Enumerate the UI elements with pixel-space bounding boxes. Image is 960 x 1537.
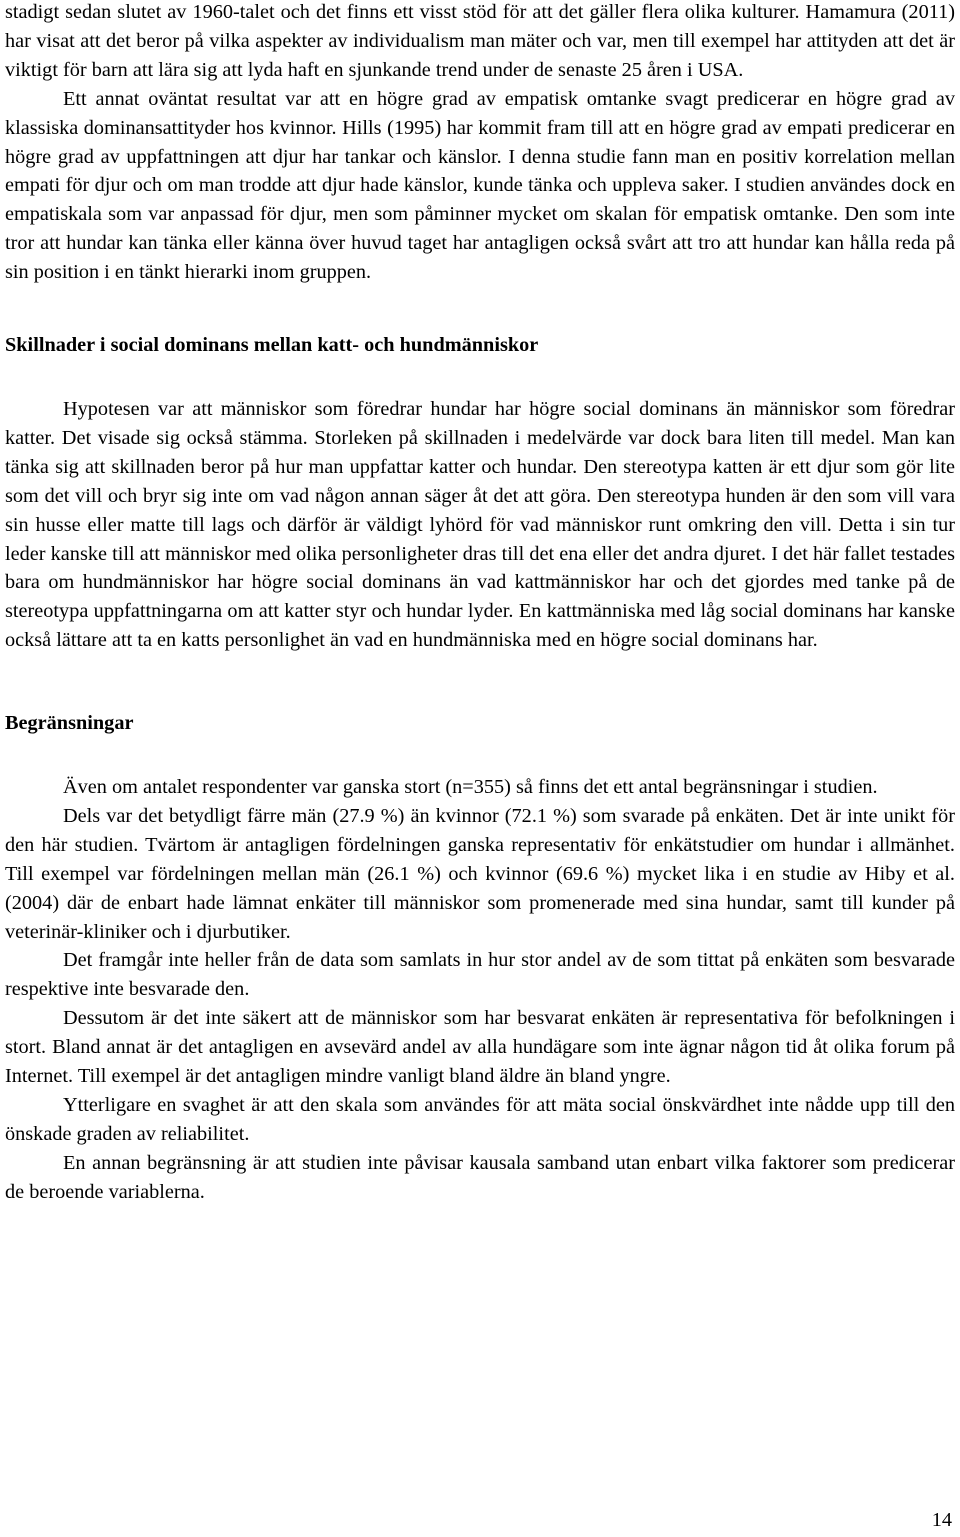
- section-heading: Begränsningar: [5, 712, 134, 735]
- page-number: 14: [931, 1509, 952, 1531]
- body-paragraph: Ytterligare en svaghet är att den skala som användes för att mäta social önskvärdhet inte nådde upp till den önskade graden av reliabilitet.: [5, 1094, 955, 1145]
- body-paragraph: stadigt sedan slutet av 1960-talet och det finns ett visst stöd för att det gäller flera olika kulturer. Hamamura (2011) har visat att det beror på vilka aspekter av individualism man mäter och var, men till exempel har attityden att det är viktigt för barn att lära sig att lyda haft en sjunkande trend under de senaste 25 åren i USA.: [5, 1, 955, 81]
- document-page: [5, 0, 955, 1207]
- body-paragraph: Dels var det betydligt färre män (27.9 %) än kvinnor (72.1 %) som svarade på enkäten. Det är inte unikt för den här studien. Tvärtom är antagligen fördelningen ganska representativ för enkätstudier om hundar i allmänhet. Till exempel var fördelningen mellan män (26.1 %) och kvinnor (69.6 %) mycket lika i en studie av Hiby et al. (2004) där de enbart hade lämnat enkäter till människor som promenerade med sina hundar, samt till kunder på veterinär-kliniker och i djurbutiker.: [5, 804, 955, 943]
- body-paragraph: Även om antalet respondenter var ganska stort (n=355) så finns det ett antal begränsningar i studien.: [63, 776, 878, 799]
- section-heading: Skillnader i social dominans mellan katt- och hundmänniskor: [5, 334, 539, 357]
- body-paragraph: En annan begränsning är att studien inte påvisar kausala samband utan enbart vilka faktorer som predicerar de beroende variablerna.: [5, 1151, 955, 1203]
- body-paragraph: Det framgår inte heller från de data som samlats in hur stor andel av de som tittat på enkäten som besvarade respektive inte besvarade den.: [5, 949, 955, 1001]
- body-paragraph: Ett annat oväntat resultat var att en högre grad av empatisk omtanke svagt predicerar en högre grad av klassiska dominansattityder hos kvinnor. Hills (1995) har kommit fram till att en högre grad av empati predicerar en högre grad av uppfattningen att djur har tankar och känslor. I denna studie fann man en positiv korrelation mellan empati för djur och om man trodde att djur hade känslor, kunde tänka och uppleva saker. I studien användes dock en empatiskala som var anpassad för djur, men som påminner mycket om skalan för empatisk omtanke. Den som inte tror att hundar kan tänka eller känna över huvud taget har antagligen också svårt att tro att hundar kan hålla reda på sin position i en tänkt hierarki inom gruppen.: [5, 87, 955, 284]
- body-paragraph: Hypotesen var att människor som föredrar hundar har högre social dominans än människor som föredrar katter. Det visade sig också stämma. Storleken på skillnaden i medelvärde var dock bara liten till medel. Man kan tänka sig att skillnaden beror på hur man uppfattar katter och hundar. Den stereotypa katten är ett djur som gör lite som det vill och bryr sig inte om vad någon annan säger åt det att göra. Den stereotypa hunden är den som vill vara sin husse eller matte till lags och därför är väldigt lyhörd för vad människor runt omkring den vill. Detta i sin tur leder kanske till att människor med olika personligheter dras till det ena eller det andra djuret. I det här fallet testades bara om hundmänniskor har högre social dominans än vad kattmänniskor har och det gjordes med tanke på de stereotypa uppfattningarna om att katter styr och hundar lyder. En kattmänniska med låg social dominans har kanske också lättare att ta en katts personlighet än vad en hundmänniska med en högre social dominans har.: [5, 397, 955, 652]
- body-paragraph: Dessutom är det inte säkert att de människor som har besvarat enkäten är representativa för befolkningen i stort. Bland annat är det antagligen en avsevärd andel av alla hundägare som inte ägnar någon tid åt olika forum på Internet. Till exempel är det antagligen mindre vanligt bland äldre än bland yngre.: [5, 1007, 955, 1088]
